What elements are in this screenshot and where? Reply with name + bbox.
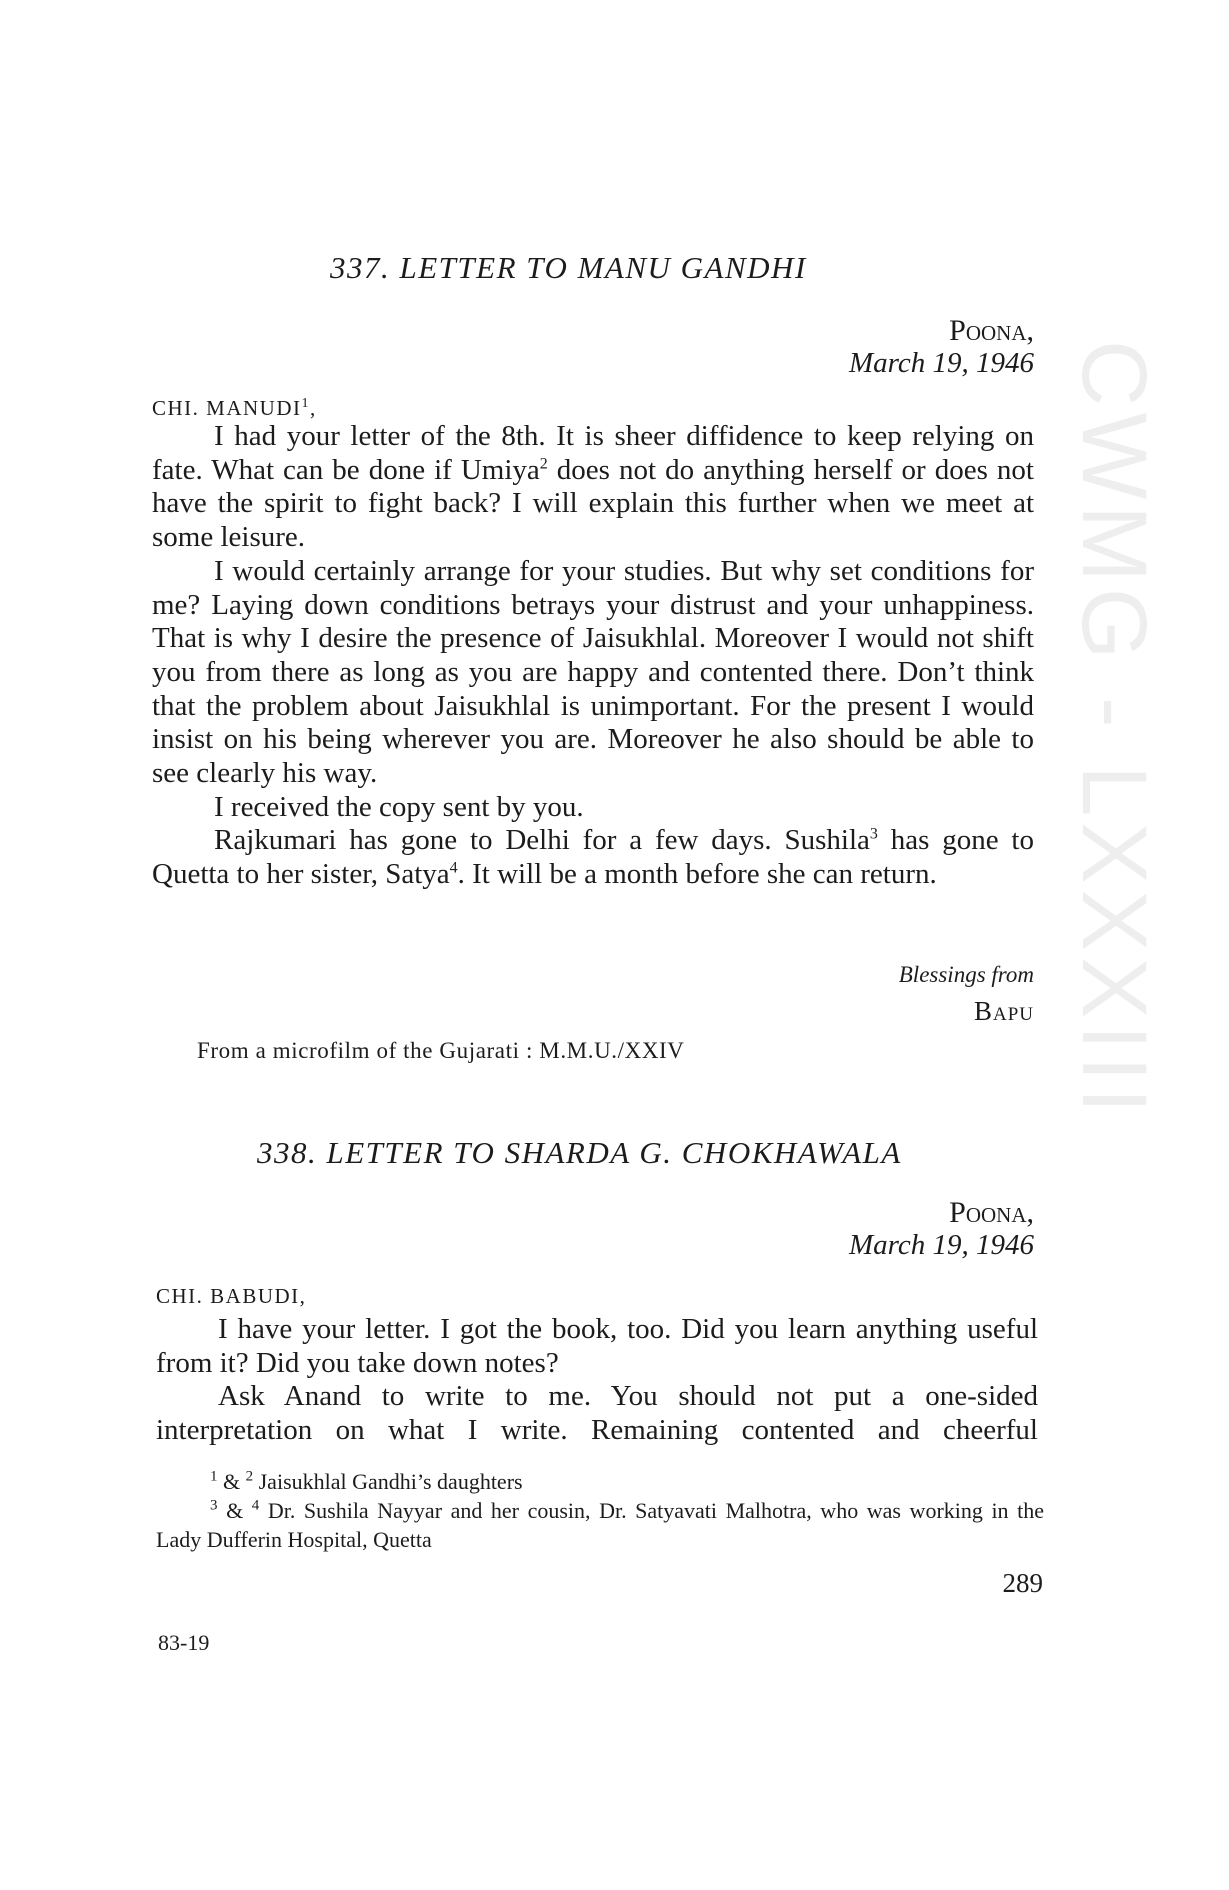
- salutation-comma: ,: [310, 396, 317, 420]
- text-run: I would certainly arrange for your studies. But why set conditions for me? Laying down conditions betrays your distrust and your unhappiness. That is why I desire the presence of Jaisukhlal. Moreover I would not shift you from there as long as you are happy and contented there. Don’t think that the problem about Jaisukhlal is unimportant. For the present I would insist on his being wherever you are. Moreover he also should be able to see clearly his way.: [152, 554, 1034, 790]
- salutation-text: CHI. MANUDI: [152, 396, 302, 420]
- text-run: I received the copy sent by you.: [214, 790, 584, 823]
- letter-338-heading: 338. LETTER TO SHARDA G. CHOKHAWALA: [257, 1135, 902, 1170]
- footnote-ref: 1: [301, 396, 310, 411]
- paragraph: [152, 420, 1034, 555]
- paragraph: [156, 1313, 1038, 1380]
- text-run: Rajkumari has gone to Delhi for a few days. Sushila: [214, 824, 870, 857]
- letter-337-date: March 19, 1946: [849, 347, 1034, 379]
- paragraph: [152, 791, 1034, 825]
- footnote-amp: &: [217, 1469, 246, 1494]
- letter-338-body: [156, 1313, 1038, 1448]
- footnote-text: Jaisukhlal Gandhi’s daughters: [258, 1469, 523, 1494]
- letter-338-date: March 19, 1946: [849, 1229, 1034, 1261]
- signature-mark: 83-19: [158, 1630, 210, 1655]
- text-run: does not do anything herself or does not have the spirit to fight back? I will explain this further when we meet at some leisure.: [152, 453, 1034, 554]
- letter-337-signature: Bapu: [973, 996, 1034, 1026]
- letter-337-heading: 337. LETTER TO MANU GANDHI: [330, 250, 807, 285]
- footnote-ref: 2: [539, 455, 548, 473]
- footnote-ref: 3: [869, 825, 878, 843]
- letter-338-place: Poona,: [949, 1196, 1034, 1229]
- footnote-text: Dr. Sushila Nayyar and her cousin, Dr. Satyavati Malhotra, who was working in the Lady Dufferin Hospital, Quetta: [156, 1498, 1045, 1552]
- letter-337-source: From a microfilm of the Gujarati : M.M.U./XXIV: [197, 1038, 685, 1063]
- footnote-mark: 4: [251, 1497, 260, 1514]
- letter-337-salutation: [152, 396, 317, 421]
- text-run: I have your letter. I got the book, too. Did you learn anything useful from it? Did you take down notes?: [156, 1313, 1038, 1379]
- footnote-ref: 4: [449, 859, 458, 877]
- letter-337-closing: Blessings from: [898, 962, 1034, 987]
- footnote-3-4: [156, 1496, 1044, 1554]
- letter-338-salutation: CHI. BABUDI,: [156, 1284, 307, 1308]
- footnote-amp: &: [217, 1498, 252, 1523]
- paragraph: [152, 555, 1034, 791]
- footnote-mark: 2: [245, 1468, 254, 1485]
- letter-337-place: Poona,: [949, 314, 1034, 347]
- paragraph: [156, 1380, 1038, 1447]
- watermark: CWMG - LXXXIII: [1063, 340, 1165, 1120]
- text-run: I had your letter of the 8th. It is sheer diffidence to keep relying on fate. What can be done if Umiya: [152, 420, 1034, 486]
- text-run: Ask Anand to write to me. You should not put a one-sided interpretation on what I write. Remaining contented and cheerful: [156, 1380, 1038, 1447]
- text-run: . It will be a month before she can return.: [457, 858, 937, 891]
- footnotes: [156, 1467, 1044, 1554]
- text-run: has gone to Quetta to her sister, Satya: [152, 824, 1034, 891]
- footnote-mark: 1: [210, 1468, 218, 1485]
- paragraph: [152, 824, 1034, 891]
- letter-337-body: [152, 420, 1034, 892]
- page-number: 289: [1002, 1568, 1043, 1598]
- footnote-1-2: [156, 1467, 1044, 1496]
- footnote-mark: 3: [210, 1497, 218, 1514]
